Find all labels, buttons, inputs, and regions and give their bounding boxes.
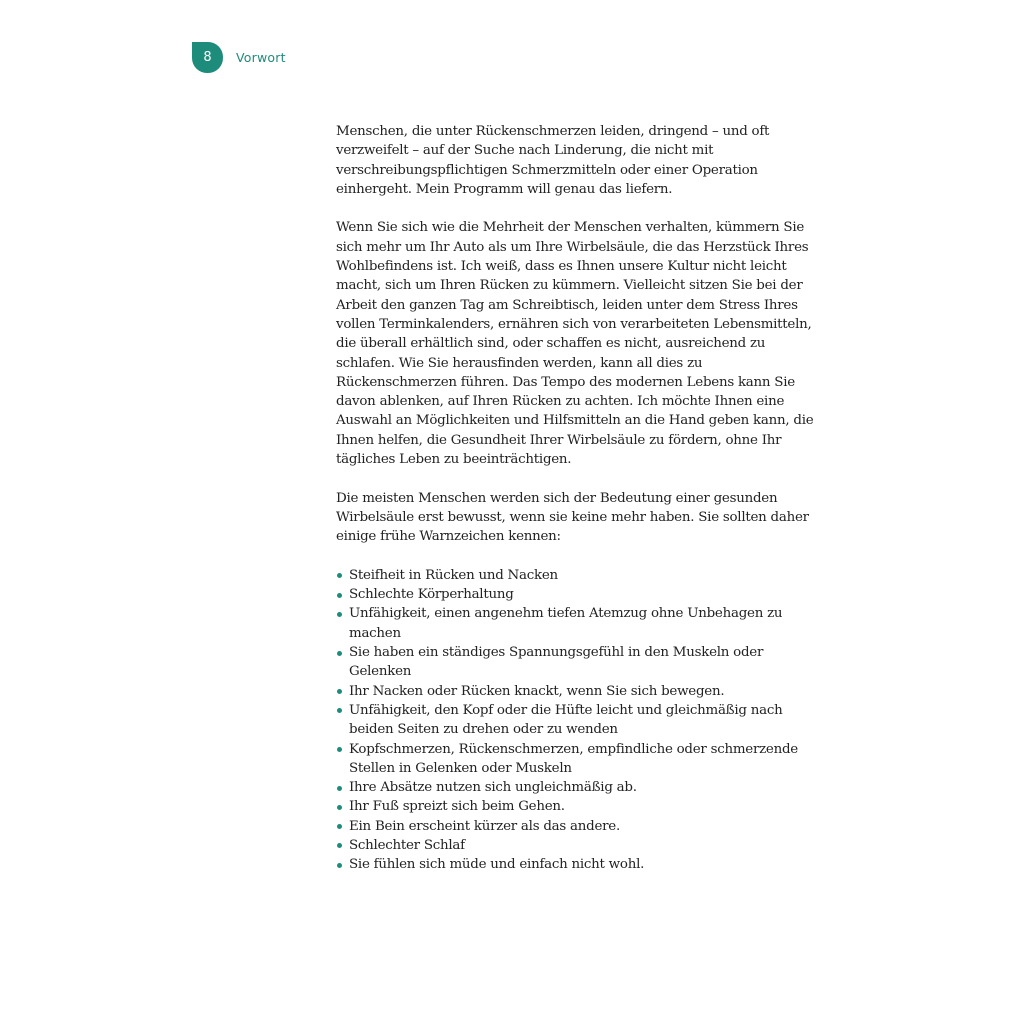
list-item: Schlechte Körperhaltung [336,585,816,604]
paragraph: Wenn Sie sich wie die Mehrheit der Menschen verhalten, kümmern Sie sich mehr um Ihr Auto als um Ihre Wirbelsäule, die das Herzstück Ihres Wohlbefindens ist. Ich weiß, dass es Ihnen unsere Kultur nicht leicht macht, sich um Ihren Rücken zu kümmern. Vielleicht sitzen Sie bei der Arbeit den ganzen Tag am Schreibtisch, leiden unter dem Stress Ihres vollen Terminkalenders, ernähren sich von verarbeiteten Lebensmitteln, die überall erhältlich sind, oder schaffen es nicht, ausreichend zu schlafen. Wie Sie herausfinden werden, kann all dies zu Rückenschmerzen führen. Das Tempo des modernen Lebens kann Sie davon ablenken, auf Ihren Rücken zu achten. Ich möchte Ihnen eine Auswahl an Möglichkeiten und Hilfsmitteln an die Hand geben kann, die Ihnen helfen, die Gesundheit Ihrer Wirbelsäule zu fördern, ohne Ihr tägliches Leben zu beeinträchtigen. [336,220,814,468]
page-number: 8 [192,42,223,73]
section-title: Vorwort [236,50,286,65]
paragraph: Die meisten Menschen werden sich der Bedeutung einer gesunden Wirbelsäule erst bewusst, wenn sie keine mehr haben. Sie sollten daher einige frühe Warnzeichen kennen: [336,490,809,545]
list-item: Ihre Absätze nutzen sich ungleichmäßig ab. [336,778,816,797]
page-header [192,42,286,73]
body-text [336,122,816,875]
list-item: Schlechter Schlaf [336,836,816,855]
list-item: Sie haben ein ständiges Spannungsgefühl in den Muskeln oder Gelenken [336,643,816,682]
list-item: Unfähigkeit, einen angenehm tiefen Atemzug ohne Unbehagen zu machen [336,604,816,643]
list-item: Ein Bein erscheint kürzer als das andere. [336,817,816,836]
list-item: Sie fühlen sich müde und einfach nicht wohl. [336,855,816,874]
paragraph: Menschen, die unter Rückenschmerzen leiden, dringend – und oft verzweifelt – auf der Suche nach Linderung, die nicht mit verschreibungspflichtigen Schmerzmitteln oder einer Operation einhergeht. Mein Programm will genau das liefern. [336,124,770,197]
warning-signs-list [336,566,816,875]
list-item: Steifheit in Rücken und Nacken [336,566,816,585]
list-item: Kopfschmerzen, Rückenschmerzen, empfindliche oder schmerzende Stellen in Gelenken oder Muskeln [336,740,816,779]
list-item: Ihr Fuß spreizt sich beim Gehen. [336,797,816,816]
list-item: Ihr Nacken oder Rücken knackt, wenn Sie sich bewegen. [336,682,816,701]
list-item: Unfähigkeit, den Kopf oder die Hüfte leicht und gleichmäßig nach beiden Seiten zu drehen oder zu wenden [336,701,816,740]
